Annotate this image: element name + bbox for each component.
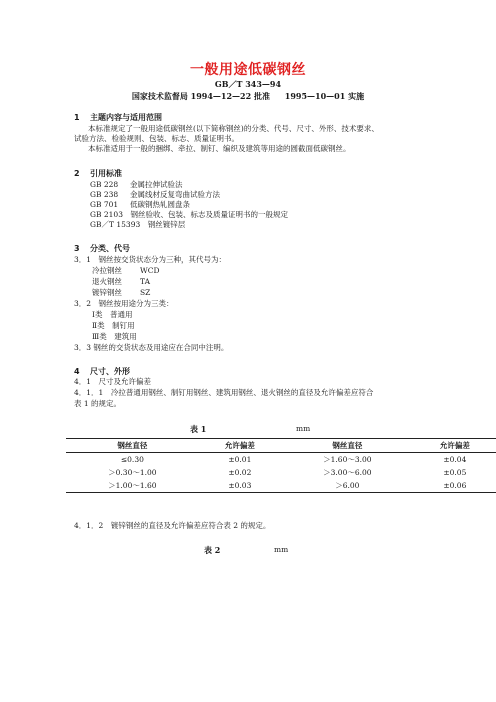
table-cell: ＞0.30～1.00	[108, 468, 157, 477]
reference-code: GB 238	[90, 190, 119, 199]
section-3-heading	[74, 243, 130, 254]
use-item: Ⅲ类 建筑用	[92, 332, 137, 341]
reference-name: 金属拉伸试验法	[130, 180, 183, 189]
reference-code: GB／T 15393	[90, 220, 141, 229]
section-title: 尺寸、外形	[90, 367, 130, 376]
paragraph-line: 试验方法、检验规则、包装、标志、质量证明书。	[74, 134, 239, 143]
reference-code: GB 701	[90, 200, 119, 209]
section-number: 4	[74, 367, 80, 376]
column-header: 允许偏差	[414, 439, 496, 453]
section-2-heading	[74, 168, 122, 179]
table-1-caption: 表 1	[190, 424, 207, 434]
table-row	[66, 479, 496, 493]
table-cell: ±0.06	[414, 479, 496, 493]
type-code: SZ	[140, 288, 151, 297]
type-name: 冷拉钢丝	[92, 266, 122, 275]
reference-name: 钢丝镀锌层	[147, 220, 186, 229]
type-item	[92, 277, 150, 287]
paragraph-line: 3．1 钢丝按交货状态分为三种，其代号为：	[74, 255, 227, 264]
table-row	[66, 453, 496, 467]
paragraph-line: 本标准规定了一般用途低碳钢丝(以下简称钢丝)的分类、代号、尺寸、外形、技术要求、	[88, 124, 379, 133]
table-cell: ±0.05	[443, 468, 467, 477]
section-title: 主题内容与适用范围	[90, 113, 162, 122]
table-1	[66, 438, 496, 493]
table-cell: ＞1.60～3.00	[323, 455, 372, 464]
reference-item	[90, 200, 190, 210]
section-title: 引用标准	[90, 169, 122, 178]
table-cell: ±0.01	[228, 455, 252, 464]
paragraph-line: 4．1．1 冷拉普通用钢丝、制钉用钢丝、建筑用钢丝、退火钢丝的直径及允许偏差应符合	[74, 388, 374, 397]
approval-date: 国家技术监督局 1994—12—22 批准	[131, 91, 270, 101]
section-4-heading	[74, 366, 130, 377]
use-item: Ⅰ类 普通用	[92, 310, 133, 319]
type-name: 退火钢丝	[92, 277, 122, 286]
table-header-row	[66, 439, 496, 453]
table-cell: ±0.03	[199, 479, 281, 493]
document-title: 一般用途低碳钢丝	[190, 62, 306, 78]
column-header: 钢丝直径	[66, 439, 199, 453]
section-number: 1	[74, 113, 80, 122]
type-code: TA	[140, 277, 151, 286]
paragraph-line: 4．1．2 镀锌钢丝的直径及允许偏差应符合表 2 的规定。	[74, 521, 271, 530]
reference-name: 金属线材反复弯曲试验方法	[130, 190, 220, 199]
standard-number: GB／T 343—94	[214, 79, 282, 89]
table-row	[66, 466, 496, 479]
section-title: 分类、代号	[90, 244, 130, 253]
implementation-date: 1995—10—01 实施	[284, 91, 365, 101]
paragraph-line: 3．3 钢丝的交货状态及用途应在合同中注明。	[74, 343, 229, 352]
table-cell: ＞1.00～1.60	[66, 479, 199, 493]
paragraph-line: 3．2 钢丝按用途分为三类：	[74, 299, 174, 308]
approval-line	[0, 91, 496, 102]
type-item	[92, 288, 150, 298]
table-2-unit: mm	[274, 545, 289, 554]
section-1-heading	[74, 112, 162, 123]
reference-name: 低碳钢热轧圆盘条	[130, 200, 190, 209]
table-cell: ＞3.00～6.00	[323, 468, 372, 477]
table-2-caption: 表 2	[204, 545, 221, 555]
table-1-unit: mm	[296, 424, 311, 433]
paragraph-line: 表 1 的规定。	[74, 399, 122, 408]
section-number: 3	[74, 244, 80, 253]
paragraph-line: 本标准适用于一般的捆绑、牵拉、制钉、编织及建筑等用途的圆截面低碳钢丝。	[88, 144, 351, 153]
table-cell: ±0.02	[228, 468, 252, 477]
table-cell: ≤0.30	[120, 455, 144, 464]
type-code: WCD	[140, 266, 160, 275]
use-item: Ⅱ类 制钉用	[92, 321, 135, 330]
reference-item	[90, 220, 185, 230]
reference-item	[90, 210, 288, 220]
table-cell: ±0.04	[443, 455, 467, 464]
reference-code: GB 2103	[90, 210, 123, 219]
reference-item	[90, 180, 183, 190]
paragraph-line: 4．1 尺寸及允许偏差	[74, 377, 152, 386]
reference-code: GB 228	[90, 180, 119, 189]
type-name: 镀锌钢丝	[92, 288, 122, 297]
reference-item	[90, 190, 220, 200]
section-number: 2	[74, 169, 80, 178]
table-cell: ＞6.00	[281, 479, 414, 493]
type-item	[92, 266, 159, 276]
column-header: 钢丝直径	[281, 439, 414, 453]
reference-name: 钢丝验收、包装、标志及质量证明书的一般规定	[130, 210, 288, 219]
column-header: 允许偏差	[199, 439, 281, 453]
